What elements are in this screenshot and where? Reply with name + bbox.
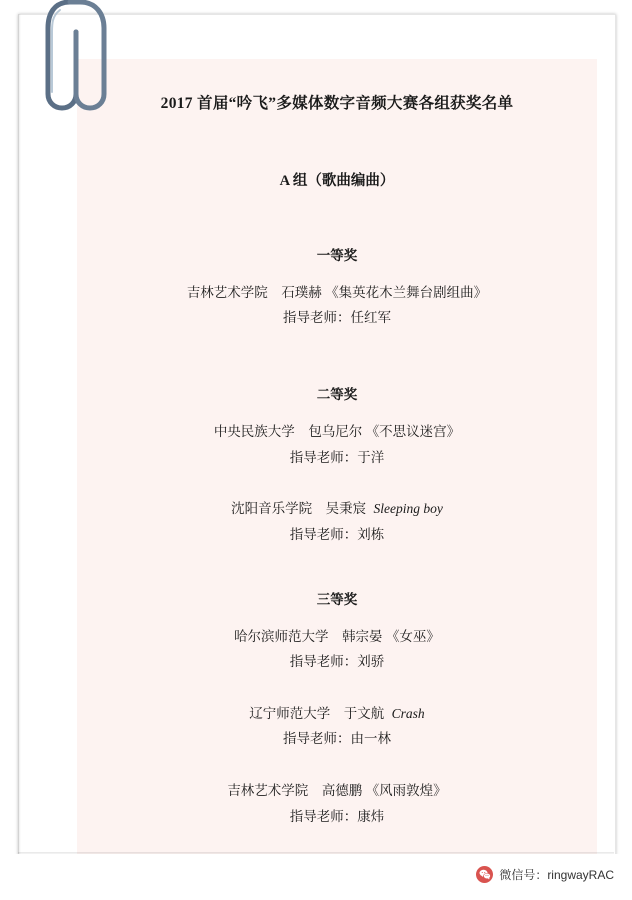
- page-title: 2017 首届“吟飞”多媒体数字音频大赛各组获奖名单: [160, 95, 514, 112]
- prize-title: 一等奖: [316, 247, 358, 263]
- entry-teacher: 指导老师：刘骄: [289, 654, 385, 670]
- entry-author: 韩宗晏: [342, 628, 383, 644]
- entry-teacher: 指导老师：刘栋: [289, 526, 385, 542]
- prize-title: 三等奖: [316, 591, 358, 607]
- page-shadow-left: [18, 14, 21, 854]
- prize-section-third: [103, 588, 571, 830]
- award-entry: [103, 701, 571, 752]
- wechat-account[interactable]: [476, 866, 614, 883]
- entry-teacher: 指导老师：于洋: [289, 449, 385, 465]
- entry-author: 高德鹏: [321, 783, 363, 799]
- entry-line: [103, 778, 571, 804]
- award-entry: [103, 624, 571, 675]
- wechat-icon: [476, 866, 493, 883]
- group-title: A 组（歌曲编曲）: [279, 172, 395, 189]
- prize-section-first: [103, 244, 571, 331]
- entry-teacher: 指导老师：任红军: [283, 310, 391, 326]
- entry-line: [103, 624, 571, 650]
- entry-author: 包乌尼尔: [308, 423, 363, 439]
- entry-line: [103, 701, 571, 727]
- entry-author: 于文航: [343, 705, 385, 721]
- entry-school: 吉林艺术学院: [227, 783, 309, 799]
- entry-school: 哈尔滨师范大学: [234, 628, 329, 644]
- entry-line: [103, 496, 571, 522]
- award-entry: [103, 496, 571, 547]
- entry-author: 吴秉宸: [325, 501, 367, 517]
- document-content: [77, 59, 597, 859]
- wechat-account-label: 微信号：ringwayRAC: [499, 868, 614, 882]
- entry-work: 《集英花木兰舞台剧组曲》: [325, 284, 488, 300]
- entry-line: [103, 280, 571, 306]
- prize-title: 二等奖: [316, 386, 358, 402]
- entry-school: 中央民族大学: [213, 423, 295, 439]
- entry-work: 《不思议迷宫》: [365, 423, 461, 439]
- entry-author: 石璞赫: [281, 284, 322, 300]
- award-entry: [103, 280, 571, 331]
- entry-teacher: 指导老师：由一林: [283, 731, 391, 747]
- prize-section-second: [103, 383, 571, 548]
- award-entry: [103, 778, 571, 829]
- entry-school: 吉林艺术学院: [186, 284, 268, 300]
- entry-school: 沈阳音乐学院: [231, 501, 313, 517]
- entry-work-latin: Sleeping boy: [373, 501, 443, 517]
- entry-work: 《女巫》: [385, 628, 440, 644]
- footer-bar: [0, 854, 632, 900]
- entry-school: 辽宁师范大学: [249, 705, 331, 721]
- entry-work: 《风雨敦煌》: [365, 783, 447, 799]
- entry-line: [103, 419, 571, 445]
- document-page: [18, 14, 616, 856]
- entry-work-latin: Crash: [391, 705, 425, 721]
- entry-teacher: 指导老师：康炜: [289, 808, 385, 824]
- award-entry: [103, 419, 571, 470]
